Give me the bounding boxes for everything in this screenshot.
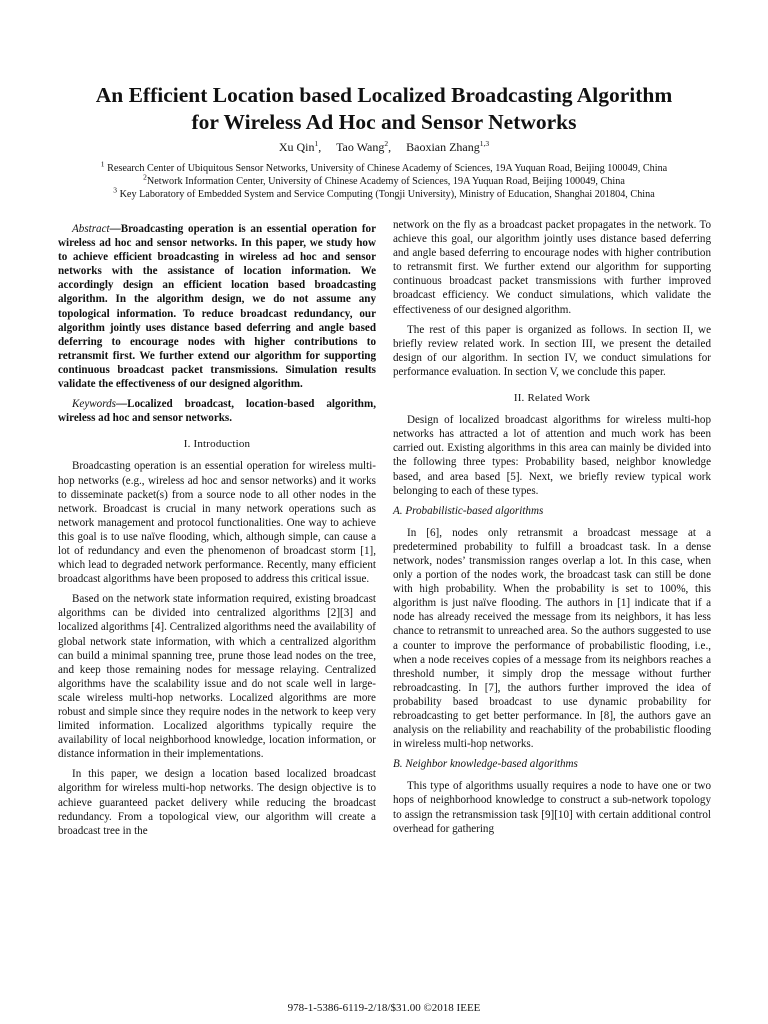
affiliation bbox=[20, 172, 748, 188]
section-heading-introduction: I. Introduction bbox=[183, 438, 251, 451]
author-name: Baoxian Zhang bbox=[406, 140, 480, 154]
author-affiliation-mark: 1 bbox=[314, 139, 319, 148]
affiliation-text: Network Information Center, University of Chinese Academy of Sciences, 19A Yuquan Road, Beijing 100049, China bbox=[146, 176, 625, 188]
paragraph: In this paper, we design a location based localized broadcast algorithm for wireless multi-hop networks. The design objective is to achieve guaranteed packet delivery while reducing the broadcast redundancy. From a topological view, our algorithm will create a broadcast tree in the bbox=[58, 768, 376, 837]
affiliation-mark: 1 bbox=[100, 159, 105, 169]
paragraph: Broadcasting operation is an essential operation for wireless multi-hop networks (e.g., wireless ad hoc and sensor networks) and it works to disseminate packet(s) from a source node to all other nodes in the network. Broadcast is crucial in many network operations such as network management and protocol functionalities. One way to achieve this goal is to use naïve flooding, which, although simple, can cause a lot of redundancy and even the phenomenon of broadcast storm [1], which lead to degraded network performance. Recently, many efficient broadcast algorithms have been proposed to address this critical issue. bbox=[58, 460, 376, 586]
author-name: Tao Wang bbox=[336, 140, 385, 154]
keywords-label: Keywords bbox=[72, 398, 116, 411]
affiliation-mark: 3 bbox=[113, 186, 118, 196]
title-line-1: An Efficient Location based Localized Broadcasting Algorithm bbox=[95, 83, 673, 107]
abstract-label: Abstract bbox=[72, 223, 110, 235]
author-list: Xu Qin$^1$, Tao Wang$^2$, Baoxian Zhang$^{1,3}$ bbox=[278, 139, 490, 154]
author-name: Xu Qin bbox=[278, 140, 315, 154]
subsection-heading: A. Probabilistic-based algorithms bbox=[393, 504, 544, 517]
abstract-text: —Broadcasting operation is an essential operation for wireless ad hoc and sensor networks. In this paper, we study how to achieve efficient broadcasting in wireless ad hoc and sensor networks with the assistance of location information. We accordingly design an efficient location based broadcasting algorithm. In the algorithm design, we do not assume any topological information. To reduce broadcast redundancy, our algorithm jointly uses distance based deferring and angle based deferring to encourage nodes with higher contributions to retransmit first. We further extend our algorithm for supporting continuous broadcast packet transmissions. Simulation results validate the effectiveness of our designed algorithm. bbox=[58, 223, 376, 391]
paragraph: This type of algorithms usually requires a node to have one or two hops of neighborhood knowledge to construct a sub-network topology to assign the retransmission task [9][10] with certain additional control overhead for gathering bbox=[393, 780, 711, 835]
copyright-footer: 978-1-5386-6119-2/18/$31.00 ©2018 IEEE bbox=[287, 1002, 481, 1014]
affiliation bbox=[20, 188, 748, 201]
author-affiliation-mark: 1,3 bbox=[479, 139, 490, 148]
affiliations bbox=[20, 159, 748, 202]
paragraph: The rest of this paper is organized as follows. In section II, we briefly review related work. In section III, we present the detailed design of our algorithm. In section IV, we conduct simulations for performance evaluation. In section V, we conclude this paper. bbox=[393, 323, 711, 378]
abstract bbox=[58, 222, 376, 391]
affiliation-text: Key Laboratory of Embedded System and Service Computing (Tongji University), Ministry of Education, Shanghai 201804, China bbox=[119, 189, 655, 201]
affiliation bbox=[20, 159, 748, 175]
paragraph: Design of localized broadcast algorithms for wireless multi-hop networks has attracted a lot of attention and much work has been carried out. Existing algorithms in this area can mainly be divided into the following three types: Probability based, neighbor knowledge based, and area based [5]. Next, we briefly review typical work belonging to each of these types. bbox=[393, 414, 711, 497]
paragraph: Based on the network state information required, existing broadcast algorithms can be divided into centralized algorithms [2][3] and localized algorithms [4]. Centralized algorithms need the availability of global network state information, with which a centralized algorithm can build a minimal spanning tree, prune those lead nodes on the tree, and keep those remaining nodes for message relaying. Centralized algorithms have the scalability issue and do not scale well in large-scale wireless multi-hop networks. Localized algorithms are more robust and simple since they require nodes in the network to keep very limited information. Localized algorithms typically require the availability of local neighborhood knowledge, location information, or distance information in their implementations. bbox=[58, 593, 376, 761]
affiliation-mark: 2 bbox=[143, 172, 147, 182]
left-column bbox=[58, 222, 376, 844]
author-affiliation-mark: 2 bbox=[384, 139, 389, 148]
title-line-2: for Wireless Ad Hoc and Sensor Networks bbox=[191, 110, 577, 134]
paragraph: network on the fly as a broadcast packet propagates in the network. To achieve this goal, our algorithm jointly uses distance based deferring and angle based deferring to encourage nodes with higher contribution to retransmit first. We further extend our algorithm for supporting continuous broadcast packet transmissions with further improved broadcast efficiency. We conduct simulations, which validate the effectiveness of our designed algorithm. bbox=[393, 219, 711, 316]
right-column bbox=[393, 218, 711, 842]
paper-title bbox=[20, 82, 748, 136]
affiliation-text: Research Center of Ubiquitous Sensor Networks, University of Chinese Academy of Sciences, 19A Yuquan Road, Beijing 100049, China bbox=[107, 163, 668, 174]
section-heading-related-work: II. Related Work bbox=[513, 392, 591, 405]
subsection-heading: B. Neighbor knowledge-based algorithms bbox=[393, 758, 578, 771]
keywords bbox=[58, 397, 376, 425]
paragraph: In [6], nodes only retransmit a broadcast message at a predetermined probability to fulfill a broadcast task. In a dense network, nodes’ transmission ranges overlap a lot. In this case, when only a portion of the nodes work, the broadcast task can still be done with high probability. When the probability is set to 100%, this algorithm is just naïve flooding. The authors in [1] indicate that if a node has already received the message from its neighbors, it has less chance to retransmit to unreached area. So the authors suggested to use a counter to improve the performance of probabilistic flooding, i.e., when a node receives copies of a message from its neighbors reaches a threshold number, it simply drop the message without further rebroadcasting. In [7], the authors further improved the idea of probability based broadcast to use dynamic probability for rebroadcasting to get better performance. In [8], the authors gave an analysis on the reliability and reachability of the probabilistic flooding in wireless multi-hop networks. bbox=[393, 526, 711, 751]
keywords-text: —Localized broadcast, location-based algorithm, wireless ad hoc and sensor networks. bbox=[58, 398, 376, 425]
